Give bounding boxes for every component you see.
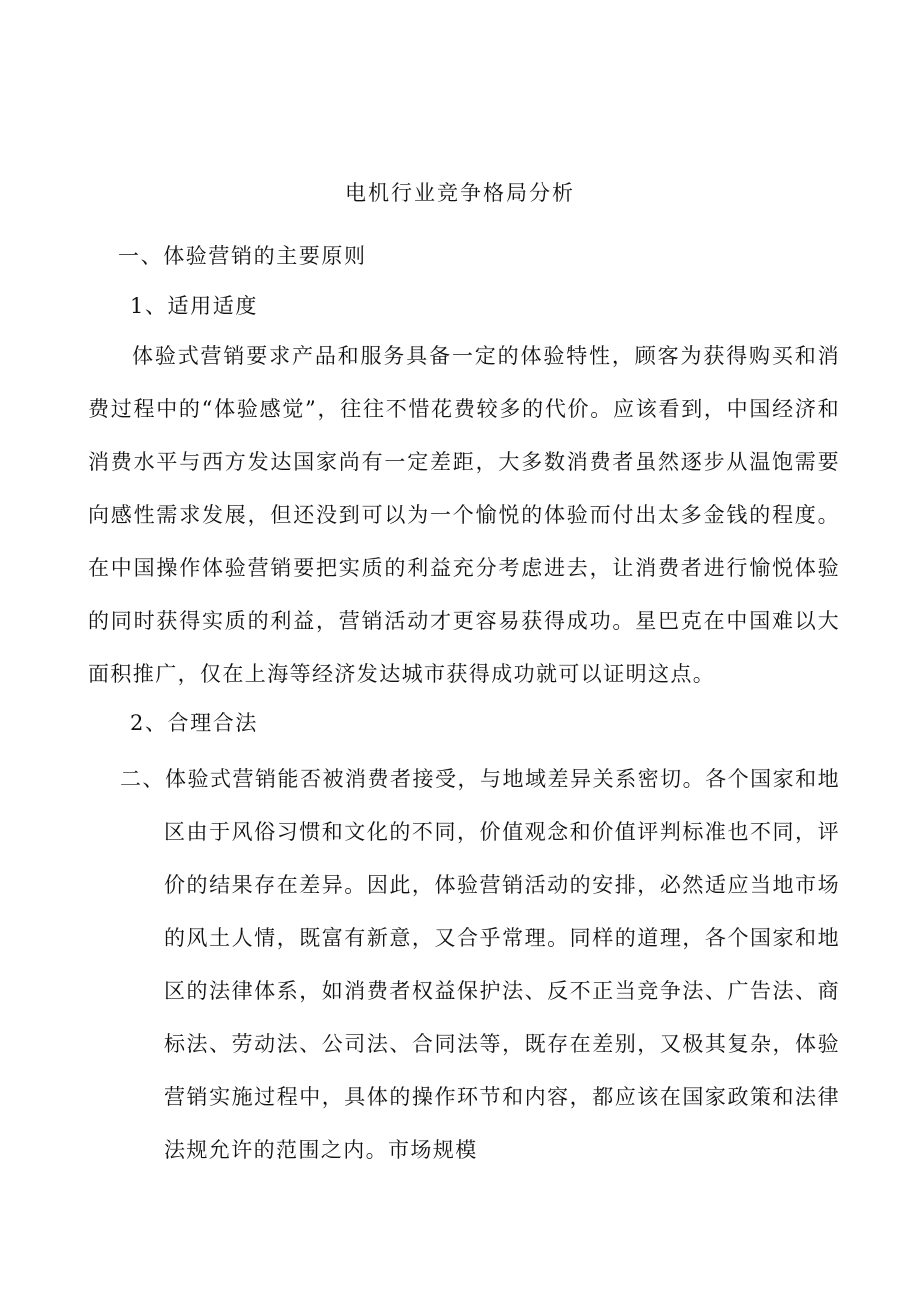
subsection-1-heading: 1、适用适度 [130,294,258,318]
subsection-2-heading: 2、合理合法 [130,711,258,735]
section-1-heading: 一、体验营销的主要原则 [118,244,367,268]
document-title: 电机行业竞争格局分析 [345,181,575,205]
section-2-paragraph: 二、体验式营销能否被消费者接受，与地域差异关系密切。各个国家和地区由于风俗习惯和文化的不同，价值观念和价值评判标准也不同，评价的结果存在差异。因此，体验营销活动的安排，必然适应当地市场的风土人情，既富有新意，又合乎常理。同样的道理，各个国家和地区的法律体系，如消费者权益保护法、反不正当竞争法、广告法、商标法、劳动法、公司法、合同法等，既存在差别，又极其复杂，体验营销实施过程中，具体的操作环节和内容，都应该在国家政策和法律法规允许的范围之内。市场规模 [120,767,840,1162]
paragraph-1: 体验式营销要求产品和服务具备一定的体验特性，顾客为获得购买和消费过程中的“体验感觉”，往往不惜花费较多的代价。应该看到，中国经济和消费水平与西方发达国家尚有一定差距，大多数消费者虽然逐步从温饱需要向感性需求发展，但还没到可以为一个愉悦的体验而付出太多金钱的程度。在中国操作体验营销要把实质的利益充分考虑进去，让消费者进行愉悦体验的同时获得实质的利益，营销活动才更容易获得成功。星巴克在中国难以大面积推广，仅在上海等经济发达城市获得成功就可以证明这点。 [88,344,840,686]
